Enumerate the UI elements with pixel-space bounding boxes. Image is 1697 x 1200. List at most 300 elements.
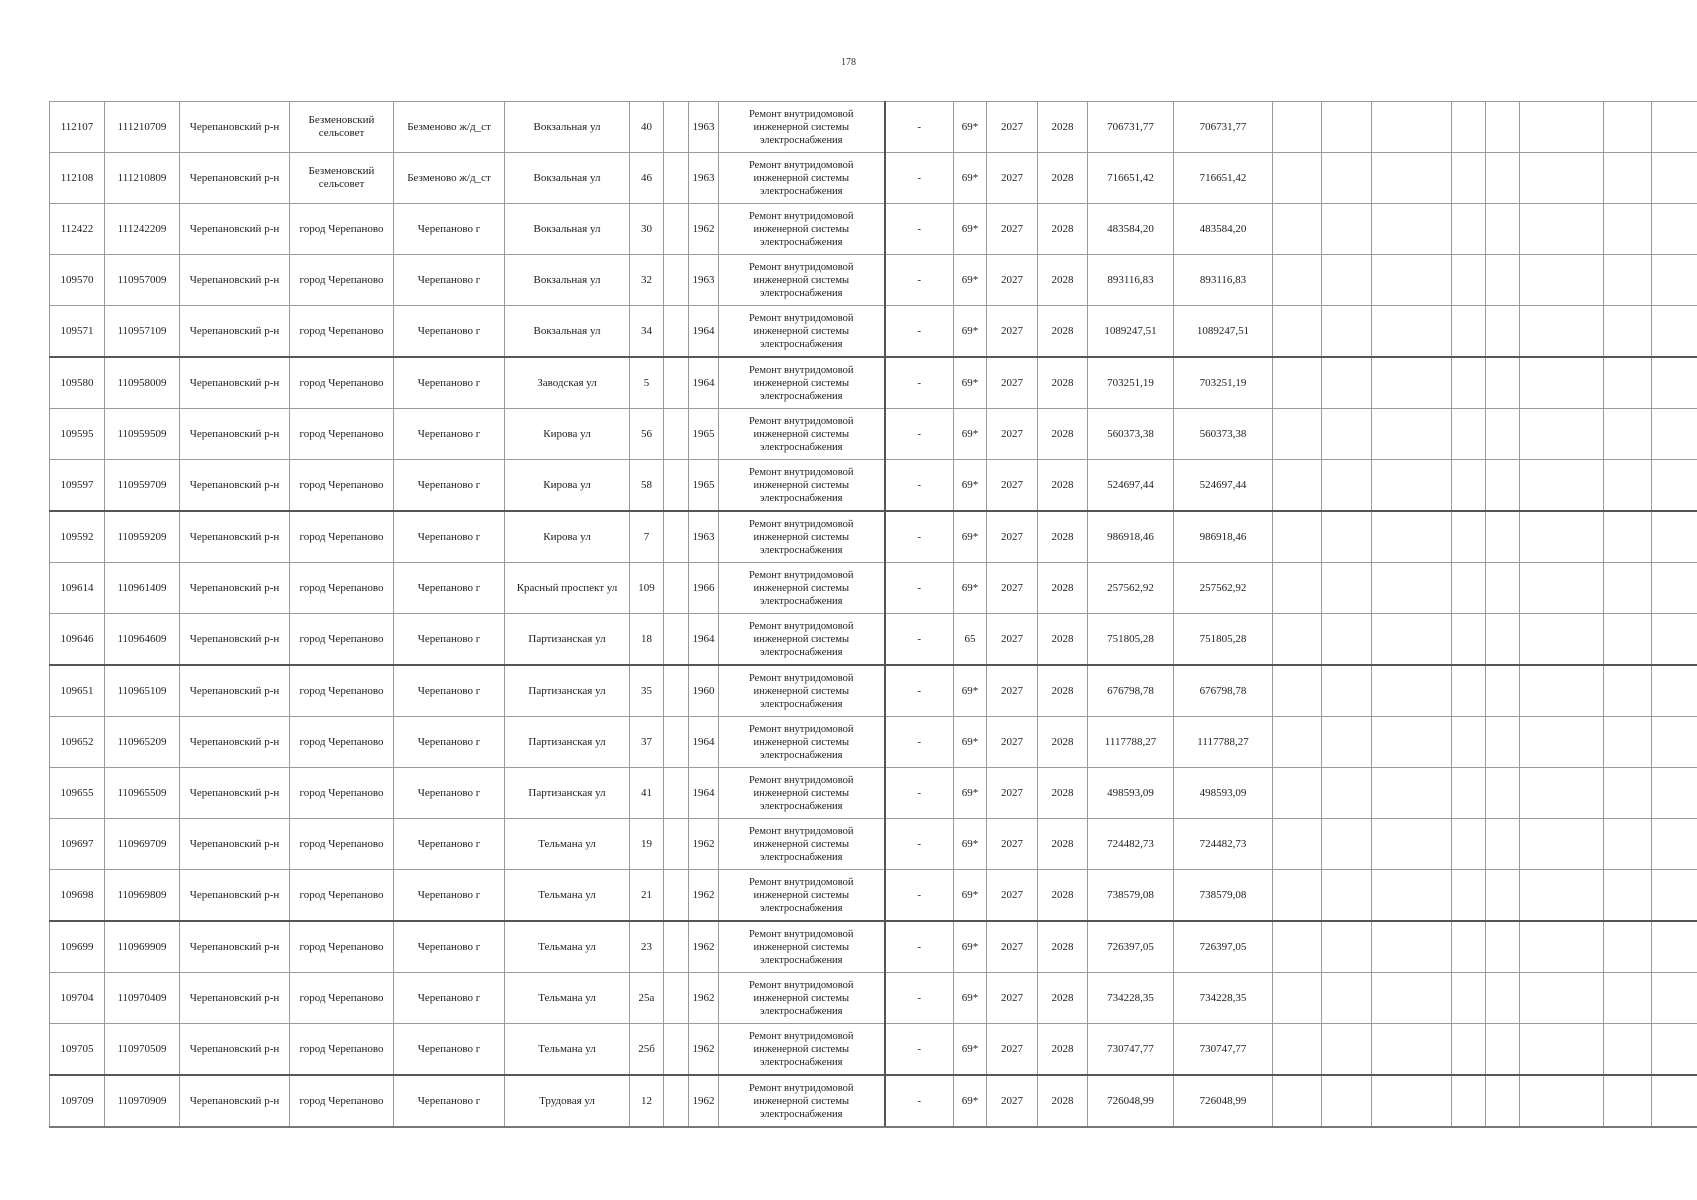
work-label-line: инженерной системы [753, 992, 850, 1004]
cell-empty [1486, 511, 1520, 563]
cell-municipality: город Черепаново [290, 973, 394, 1024]
cell-municipality: город Черепаново [290, 357, 394, 409]
cell-code: 110969809 [105, 870, 180, 922]
cell-cost: 893116,83 [1088, 255, 1174, 306]
cell-locality: Черепаново г [394, 409, 505, 460]
cell-municipality: город Черепаново [290, 563, 394, 614]
cell-year-to: 2028 [1038, 819, 1088, 870]
cell-work-type [719, 819, 885, 870]
table-row [50, 768, 1697, 819]
cell-locality: Черепаново г [394, 921, 505, 973]
cell-municipality: город Черепаново [290, 306, 394, 358]
cell-district: Черепановский р-н [180, 357, 290, 409]
work-label-line: Ремонт внутридомовой [748, 364, 854, 376]
cell-empty [1372, 511, 1452, 563]
cell-locality: Черепаново г [394, 819, 505, 870]
cell-wear: 65 [954, 614, 987, 666]
cell-empty [1273, 614, 1322, 666]
cell-dash: - [885, 563, 954, 614]
cell-total: 986918,46 [1174, 511, 1273, 563]
cell-empty [1486, 768, 1520, 819]
cell-empty [1452, 204, 1486, 255]
cell-house-number: 35 [630, 665, 664, 717]
cell-empty [1322, 614, 1372, 666]
cell-build-year: 1964 [689, 614, 719, 666]
cell-empty [1486, 973, 1520, 1024]
cell-empty [1372, 460, 1452, 512]
work-label-line: инженерной системы [753, 274, 850, 286]
work-label-line: электроснабжения [759, 800, 843, 812]
cell-total: 703251,19 [1174, 357, 1273, 409]
table-row [50, 921, 1697, 973]
cell-empty [1604, 511, 1652, 563]
cell-street: Красный проспект ул [505, 563, 630, 614]
cell-build-year: 1960 [689, 665, 719, 717]
cell-cost: 706731,77 [1088, 102, 1174, 153]
cell-empty [1322, 1075, 1372, 1127]
cell-empty [1520, 768, 1604, 819]
cell-empty [664, 563, 689, 614]
cell-empty [1520, 306, 1604, 358]
cell-id: 109592 [50, 511, 105, 563]
cell-empty [1273, 1075, 1322, 1127]
cell-empty [1604, 614, 1652, 666]
work-label-line: электроснабжения [759, 646, 843, 658]
cell-empty [1486, 563, 1520, 614]
cell-year-from: 2027 [987, 614, 1038, 666]
cell-work-type [719, 204, 885, 255]
cell-year-from: 2027 [987, 665, 1038, 717]
cell-year-to: 2028 [1038, 665, 1088, 717]
cell-empty [1452, 153, 1486, 204]
cell-cost: 986918,46 [1088, 511, 1174, 563]
cell-year-to: 2028 [1038, 460, 1088, 512]
cell-empty [1452, 768, 1486, 819]
cell-empty [1372, 819, 1452, 870]
cell-build-year: 1964 [689, 357, 719, 409]
cell-dash: - [885, 511, 954, 563]
cell-street: Тельмана ул [505, 819, 630, 870]
work-label-line: инженерной системы [753, 531, 850, 543]
cell-code: 111242209 [105, 204, 180, 255]
cell-dash: - [885, 1075, 954, 1127]
cell-empty [664, 819, 689, 870]
cell-street: Кирова ул [505, 409, 630, 460]
cell-municipality: город Черепаново [290, 460, 394, 512]
cell-year-to: 2028 [1038, 409, 1088, 460]
cell-year-from: 2027 [987, 204, 1038, 255]
cell-wear: 69* [954, 921, 987, 973]
work-label-line: Ремонт внутридомовой [748, 1082, 854, 1094]
cell-empty [1520, 102, 1604, 153]
cell-empty [1652, 357, 1697, 409]
cell-id: 109699 [50, 921, 105, 973]
cell-locality: Черепаново г [394, 614, 505, 666]
cell-house-number: 21 [630, 870, 664, 922]
cell-empty [1520, 409, 1604, 460]
cell-empty [1273, 511, 1322, 563]
cell-empty [1322, 255, 1372, 306]
cell-empty [1452, 717, 1486, 768]
cell-municipality: город Черепаново [290, 204, 394, 255]
cell-empty [1372, 1024, 1452, 1076]
cell-empty [1372, 717, 1452, 768]
cell-empty [1372, 255, 1452, 306]
cell-build-year: 1963 [689, 255, 719, 306]
cell-district: Черепановский р-н [180, 460, 290, 512]
cell-year-from: 2027 [987, 921, 1038, 973]
cell-empty [1604, 460, 1652, 512]
cell-empty [1322, 921, 1372, 973]
cell-empty [1273, 1024, 1322, 1076]
cell-cost: 726397,05 [1088, 921, 1174, 973]
work-label-line: Ремонт внутридомовой [748, 979, 854, 991]
cell-id: 109651 [50, 665, 105, 717]
cell-total: 483584,20 [1174, 204, 1273, 255]
cell-dash: - [885, 921, 954, 973]
cell-cost: 751805,28 [1088, 614, 1174, 666]
cell-empty [1452, 255, 1486, 306]
cell-empty [1273, 819, 1322, 870]
cell-id: 112107 [50, 102, 105, 153]
cell-empty [1604, 204, 1652, 255]
cell-code: 110959509 [105, 409, 180, 460]
cell-wear: 69* [954, 1024, 987, 1076]
cell-cost: 738579,08 [1088, 870, 1174, 922]
cell-total: 706731,77 [1174, 102, 1273, 153]
cell-empty [1520, 665, 1604, 717]
cell-empty [1604, 153, 1652, 204]
cell-empty [1604, 717, 1652, 768]
work-label-line: электроснабжения [759, 492, 843, 504]
cell-empty [1452, 1024, 1486, 1076]
cell-year-to: 2028 [1038, 921, 1088, 973]
cell-district: Черепановский р-н [180, 563, 290, 614]
cell-work-type [719, 921, 885, 973]
cell-empty [1520, 1024, 1604, 1076]
cell-house-number: 5 [630, 357, 664, 409]
cell-id: 109704 [50, 973, 105, 1024]
cell-wear: 69* [954, 973, 987, 1024]
cell-id: 109697 [50, 819, 105, 870]
cell-build-year: 1962 [689, 1075, 719, 1127]
table-row [50, 409, 1697, 460]
cell-empty [664, 460, 689, 512]
cell-build-year: 1962 [689, 870, 719, 922]
cell-work-type [719, 511, 885, 563]
cell-empty [1652, 460, 1697, 512]
table-row [50, 1024, 1697, 1076]
cell-total: 726397,05 [1174, 921, 1273, 973]
work-label-line: Ремонт внутридомовой [748, 210, 854, 222]
cell-year-from: 2027 [987, 255, 1038, 306]
cell-wear: 69* [954, 306, 987, 358]
cell-year-from: 2027 [987, 460, 1038, 512]
cell-code: 110970909 [105, 1075, 180, 1127]
cell-empty [1604, 357, 1652, 409]
cell-empty [664, 973, 689, 1024]
cell-work-type [719, 1075, 885, 1127]
cell-empty [1520, 563, 1604, 614]
cell-empty [1273, 460, 1322, 512]
cell-total: 524697,44 [1174, 460, 1273, 512]
cell-build-year: 1962 [689, 973, 719, 1024]
work-label-line: Ремонт внутридомовой [748, 928, 854, 940]
cell-empty [1452, 614, 1486, 666]
work-label-line: Ремонт внутридомовой [748, 774, 854, 786]
cell-year-from: 2027 [987, 153, 1038, 204]
cell-district: Черепановский р-н [180, 153, 290, 204]
cell-dash: - [885, 409, 954, 460]
work-label-line: Ремонт внутридомовой [748, 672, 854, 684]
work-label-line: электроснабжения [759, 185, 843, 197]
cell-empty [1604, 921, 1652, 973]
work-label-line: инженерной системы [753, 121, 850, 133]
cell-cost: 257562,92 [1088, 563, 1174, 614]
table-row [50, 357, 1697, 409]
work-label-line: электроснабжения [759, 749, 843, 761]
cell-empty [1322, 511, 1372, 563]
cell-house-number: 25а [630, 973, 664, 1024]
cell-wear: 69* [954, 102, 987, 153]
cell-street: Тельмана ул [505, 921, 630, 973]
cell-total: 560373,38 [1174, 409, 1273, 460]
cell-empty [1652, 255, 1697, 306]
cell-empty [1322, 819, 1372, 870]
cell-id: 112422 [50, 204, 105, 255]
cell-year-from: 2027 [987, 819, 1038, 870]
cell-empty [1452, 921, 1486, 973]
cell-wear: 69* [954, 204, 987, 255]
cell-wear: 69* [954, 357, 987, 409]
cell-empty [1322, 665, 1372, 717]
table-row [50, 819, 1697, 870]
cell-total: 724482,73 [1174, 819, 1273, 870]
cell-empty [1486, 460, 1520, 512]
cell-year-from: 2027 [987, 357, 1038, 409]
cell-empty [1652, 614, 1697, 666]
cell-empty [1486, 357, 1520, 409]
cell-street: Вокзальная ул [505, 255, 630, 306]
cell-code: 110957109 [105, 306, 180, 358]
cell-street: Заводская ул [505, 357, 630, 409]
cell-empty [1486, 1024, 1520, 1076]
cell-id: 109595 [50, 409, 105, 460]
work-label-line: Ремонт внутридомовой [748, 466, 854, 478]
cell-municipality: город Черепаново [290, 768, 394, 819]
cell-empty [1452, 102, 1486, 153]
cell-locality: Черепаново г [394, 768, 505, 819]
work-label-line: электроснабжения [759, 1108, 843, 1120]
cell-empty [1452, 357, 1486, 409]
work-label-line: электроснабжения [759, 954, 843, 966]
cell-wear: 69* [954, 1075, 987, 1127]
cell-dash: - [885, 768, 954, 819]
table-row [50, 717, 1697, 768]
cell-dash: - [885, 717, 954, 768]
cell-empty [1452, 511, 1486, 563]
cell-empty [1372, 768, 1452, 819]
cell-empty [1604, 255, 1652, 306]
cell-code: 110965109 [105, 665, 180, 717]
cell-work-type [719, 153, 885, 204]
cell-empty [1486, 409, 1520, 460]
cell-empty [1273, 102, 1322, 153]
cell-cost: 483584,20 [1088, 204, 1174, 255]
cell-empty [1520, 153, 1604, 204]
cell-empty [1452, 819, 1486, 870]
cell-code: 110959709 [105, 460, 180, 512]
cell-wear: 69* [954, 153, 987, 204]
cell-street: Вокзальная ул [505, 306, 630, 358]
cell-locality: Черепаново г [394, 717, 505, 768]
cell-empty [1604, 819, 1652, 870]
cell-street: Вокзальная ул [505, 204, 630, 255]
cell-district: Черепановский р-н [180, 1075, 290, 1127]
cell-empty [664, 306, 689, 358]
cell-build-year: 1965 [689, 409, 719, 460]
cell-locality: Черепаново г [394, 511, 505, 563]
cell-street: Вокзальная ул [505, 102, 630, 153]
cell-year-from: 2027 [987, 1075, 1038, 1127]
cell-district: Черепановский р-н [180, 819, 290, 870]
cell-empty [1486, 717, 1520, 768]
cell-municipality: город Черепаново [290, 409, 394, 460]
work-label-line: электроснабжения [759, 544, 843, 556]
cell-municipality: город Черепаново [290, 870, 394, 922]
table-row [50, 153, 1697, 204]
cell-municipality: город Черепаново [290, 1075, 394, 1127]
cell-build-year: 1963 [689, 511, 719, 563]
cell-build-year: 1964 [689, 717, 719, 768]
cell-year-to: 2028 [1038, 717, 1088, 768]
cell-empty [664, 665, 689, 717]
cell-locality: Безменово ж/д_ст [394, 153, 505, 204]
work-label-line: инженерной системы [753, 1043, 850, 1055]
cell-dash: - [885, 665, 954, 717]
table-row [50, 614, 1697, 666]
cell-empty [1604, 870, 1652, 922]
cell-municipality: город Черепаново [290, 819, 394, 870]
cell-empty [1604, 306, 1652, 358]
cell-total: 726048,99 [1174, 1075, 1273, 1127]
cell-code: 110965509 [105, 768, 180, 819]
cell-empty [1520, 357, 1604, 409]
cell-municipality: город Черепаново [290, 614, 394, 666]
cell-year-from: 2027 [987, 306, 1038, 358]
work-label-line: Ремонт внутридомовой [748, 518, 854, 530]
cell-build-year: 1966 [689, 563, 719, 614]
cell-empty [1652, 921, 1697, 973]
cell-id: 109614 [50, 563, 105, 614]
cell-year-to: 2028 [1038, 153, 1088, 204]
cell-house-number: 12 [630, 1075, 664, 1127]
cell-house-number: 40 [630, 102, 664, 153]
cell-locality: Черепаново г [394, 870, 505, 922]
table-row [50, 665, 1697, 717]
cell-year-to: 2028 [1038, 768, 1088, 819]
work-label-line: инженерной системы [753, 428, 850, 440]
cell-municipality: город Черепаново [290, 665, 394, 717]
cell-house-number: 30 [630, 204, 664, 255]
cell-total: 738579,08 [1174, 870, 1273, 922]
work-label-line: Ремонт внутридомовой [748, 1030, 854, 1042]
cell-year-to: 2028 [1038, 870, 1088, 922]
cell-empty [1486, 306, 1520, 358]
cell-district: Черепановский р-н [180, 255, 290, 306]
cell-house-number: 32 [630, 255, 664, 306]
cell-municipality: город Черепаново [290, 1024, 394, 1076]
cell-empty [1273, 921, 1322, 973]
cell-year-to: 2028 [1038, 102, 1088, 153]
cell-empty [1322, 1024, 1372, 1076]
cell-street: Партизанская ул [505, 665, 630, 717]
cell-street: Тельмана ул [505, 973, 630, 1024]
cell-code: 110957009 [105, 255, 180, 306]
cell-empty [664, 255, 689, 306]
cell-work-type [719, 665, 885, 717]
cell-id: 109652 [50, 717, 105, 768]
cell-empty [1452, 1075, 1486, 1127]
work-label-line: инженерной системы [753, 685, 850, 697]
cell-build-year: 1964 [689, 768, 719, 819]
table-row [50, 870, 1697, 922]
cell-locality: Черепаново г [394, 1024, 505, 1076]
cell-empty [1520, 1075, 1604, 1127]
cell-municipality: город Черепаново [290, 717, 394, 768]
work-label-line: инженерной системы [753, 377, 850, 389]
cell-dash: - [885, 204, 954, 255]
cell-empty [1273, 255, 1322, 306]
cell-year-to: 2028 [1038, 306, 1088, 358]
cell-house-number: 56 [630, 409, 664, 460]
cell-work-type [719, 768, 885, 819]
cell-work-type [719, 102, 885, 153]
cell-year-from: 2027 [987, 768, 1038, 819]
cell-empty [1652, 665, 1697, 717]
cell-cost: 1117788,27 [1088, 717, 1174, 768]
cell-district: Черепановский р-н [180, 614, 290, 666]
table-row [50, 511, 1697, 563]
cell-empty [1322, 717, 1372, 768]
cell-wear: 69* [954, 768, 987, 819]
cell-work-type [719, 973, 885, 1024]
cell-empty [664, 357, 689, 409]
cell-street: Партизанская ул [505, 717, 630, 768]
cell-house-number: 58 [630, 460, 664, 512]
cell-empty [1486, 255, 1520, 306]
cell-id: 109646 [50, 614, 105, 666]
work-label-line: Ремонт внутридомовой [748, 415, 854, 427]
cell-locality: Черепаново г [394, 973, 505, 1024]
cell-empty [1604, 409, 1652, 460]
cell-house-number: 37 [630, 717, 664, 768]
cell-year-to: 2028 [1038, 614, 1088, 666]
cell-empty [1452, 460, 1486, 512]
work-label-line: электроснабжения [759, 441, 843, 453]
cell-empty [1520, 973, 1604, 1024]
cell-year-from: 2027 [987, 563, 1038, 614]
cell-empty [1273, 153, 1322, 204]
cell-empty [664, 409, 689, 460]
cell-wear: 69* [954, 563, 987, 614]
cell-empty [1520, 255, 1604, 306]
cell-id: 109698 [50, 870, 105, 922]
cell-district: Черепановский р-н [180, 102, 290, 153]
cell-district: Черепановский р-н [180, 665, 290, 717]
cell-year-from: 2027 [987, 1024, 1038, 1076]
cell-empty [1652, 563, 1697, 614]
